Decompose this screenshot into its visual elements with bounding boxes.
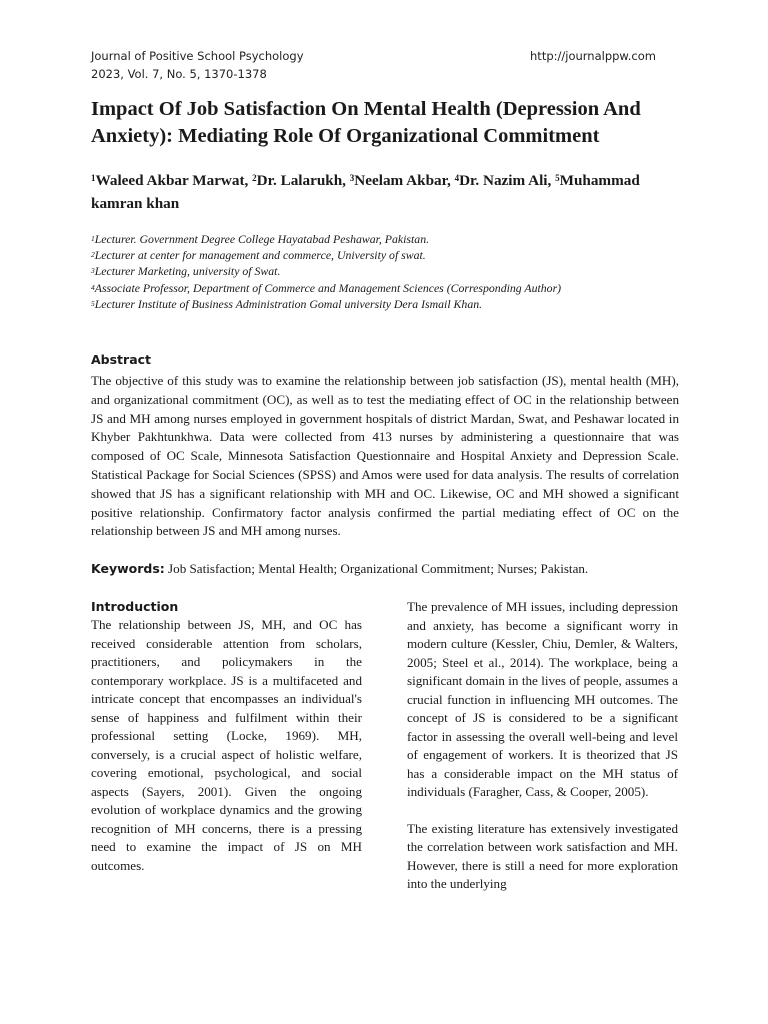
keywords-text: Job Satisfaction; Mental Health; Organizational Commitment; Nurses; Pakistan. <box>164 561 589 576</box>
author: $^3$Neelam Akbar, <box>349 172 455 189</box>
affiliation: $^4$Associate Professor, Department of Commerce and Management Sciences (Corresponding Author) <box>91 280 562 295</box>
affiliation: $^5$Lecturer Institute of Business Administration Gomal university Dera Ismail Khan. <box>91 296 483 311</box>
affiliation: $^1$Lecturer. Government Degree College Hayatabad Peshawar, Pakistan. <box>91 232 430 246</box>
left-column <box>91 598 362 875</box>
journal-url[interactable]: http://journalppw.com <box>530 49 656 63</box>
author: $^1$Waleed Akbar Marwat, <box>91 172 253 189</box>
keywords <box>91 560 679 578</box>
author: $^4$Dr. Nazim Ali, <box>454 172 556 189</box>
body-paragraph: The existing literature has extensively investigated the correlation between work satisfaction and MH. However, there is still a need for more exploration into the underlying <box>407 820 678 891</box>
journal-name: Journal of Positive School Psychology <box>91 49 304 63</box>
author: $^5$Muhammad kamran khan <box>91 172 640 212</box>
keywords-label: Keywords: <box>91 561 165 576</box>
paper-title: Impact Of Job Satisfaction On Mental Health (Depression And Anxiety): Mediating Role Of Organizational Commitment <box>91 98 641 147</box>
abstract-text: The objective of this study was to examine the relationship between job satisfaction (JS), mental health (MH), and organizational commitment (OC), as well as to test the mediating effect of OC in the relationship between JS and MH among nurses employed in government hospitals of district Mardan, Swat, and Peshawar located in Khyber Pakhtunkhwa. Data were collected from 413 nurses by administering a questionnaire that was composed of OC Scale, Minnesota Satisfaction Questionnaire and Hospital Anxiety and Depression Scale. Statistical Package for Social Sciences (SPSS) and Amos were used for data analysis. The results of correlation showed that JS has a significant relationship with MH and OC. Likewise, OC and MH showed a significant positive relationship. Confirmatory factor analysis confirmed the partial mediating effect of OC on the relationship between JS and MH among nurses. <box>91 373 679 539</box>
introduction-paragraph: The relationship between JS, MH, and OC has received considerable attention from scholars, practitioners, and policymakers in the contemporary workplace. JS is a multifaceted and intricate concept that encompasses an individual's sense of happiness and fulfilment within their professional setting (Locke, 1969). MH, conversely, is a crucial aspect of holistic welfare, covering emotional, psychological, and social aspects (Sayers, 2001). Given the ongoing evolution of workplace dynamics and the growing recognition of MH concerns, there is a pressing need to examine the impact of JS on MH outcomes. <box>91 617 362 873</box>
body-paragraph: The prevalence of MH issues, including depression and anxiety, has become a significant worry in modern culture (Kessler, Chiu, Demler, & Walters, 2005; Steel et al., 2014). The workplace, being a significant domain in the lives of people, assumes a crucial function in influencing MH outcomes. The concept of JS is considered to be a significant factor in assessing the overall well-being and level of engagement of workers. It is theorized that JS has a considerable impact on the MH status of individuals (Faragher, Cass, & Cooper, 2005). <box>407 599 678 799</box>
affiliation: $^3$Lecturer Marketing, university of Swat. <box>91 264 281 279</box>
right-column <box>407 598 678 894</box>
author-list <box>91 169 681 215</box>
affiliation-list <box>91 231 681 312</box>
affiliation: $^2$Lecturer at center for management and commerce, University of swat. <box>91 248 426 263</box>
author: $^2$Dr. Lalarukh, <box>252 172 350 189</box>
introduction-heading: Introduction <box>91 599 179 614</box>
journal-issue: 2023, Vol. 7, No. 5, 1370-1378 <box>91 67 267 81</box>
abstract-heading: Abstract <box>91 352 152 367</box>
journal-header <box>91 47 656 83</box>
